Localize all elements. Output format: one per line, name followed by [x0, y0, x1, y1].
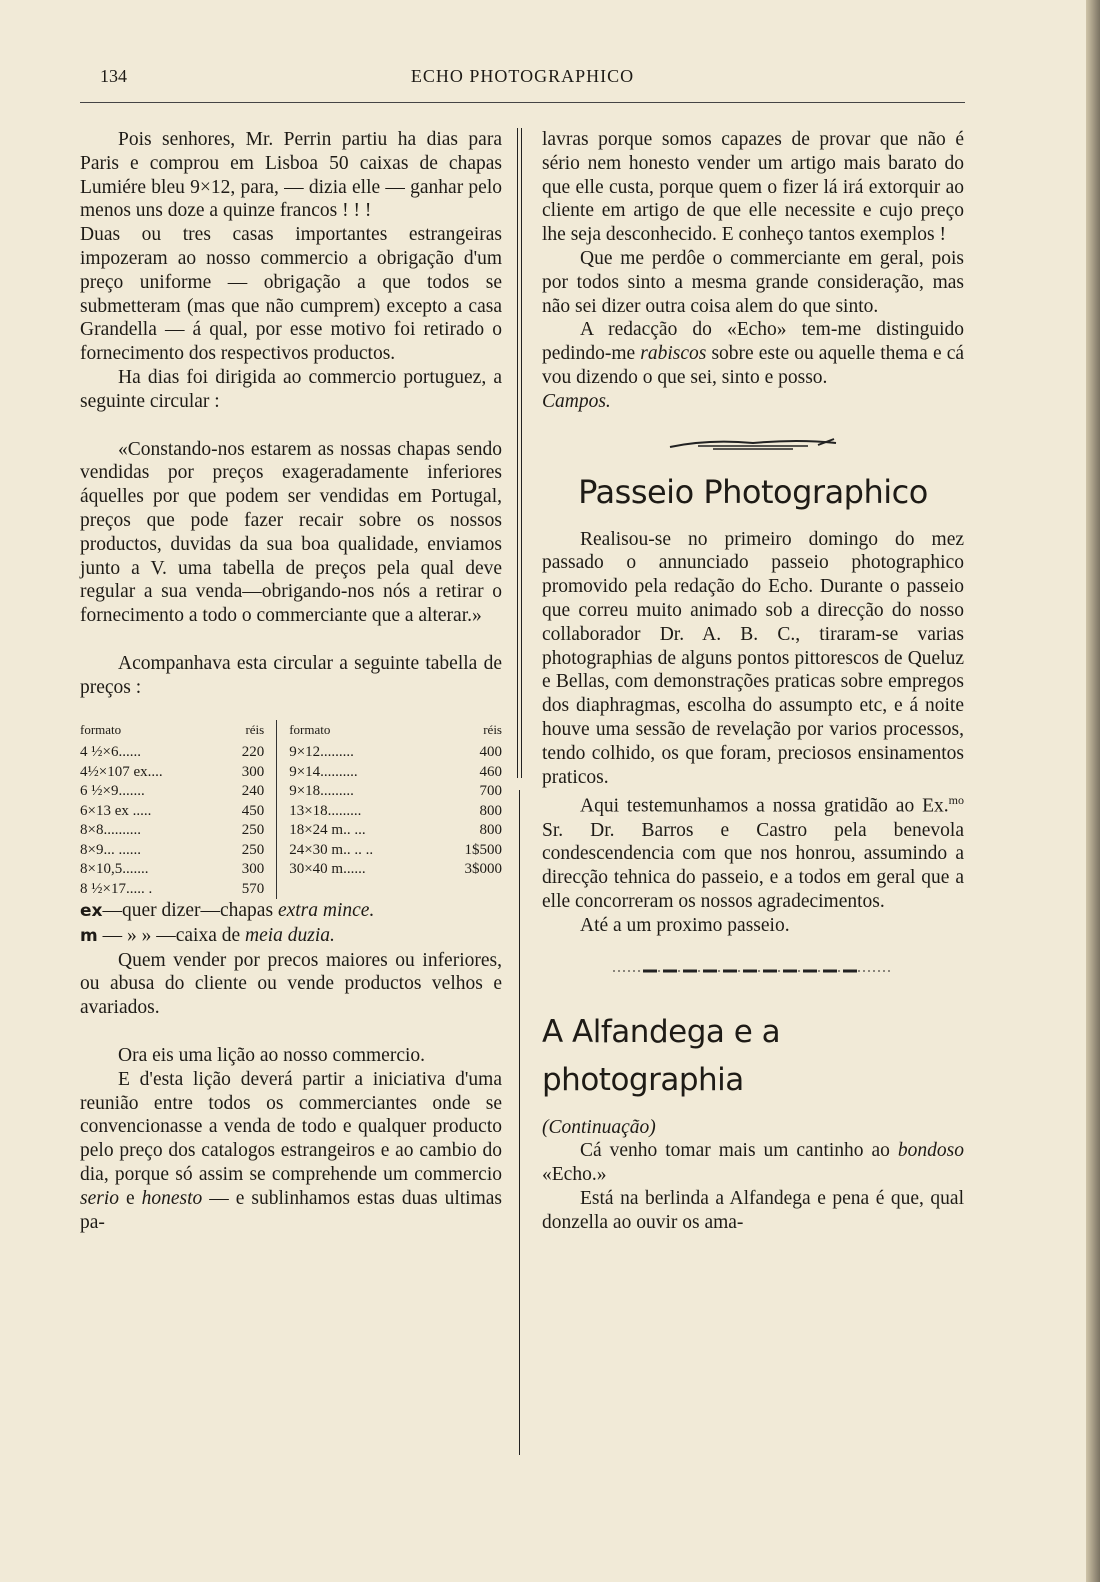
- table-row: [80, 763, 502, 783]
- page-number: 134: [100, 66, 127, 86]
- table-header-format: formato: [80, 721, 122, 737]
- table-cell: [436, 880, 502, 900]
- table-cell: 8×10,5.......: [80, 861, 149, 878]
- signature: Campos.: [542, 390, 611, 412]
- paragraph: [80, 1068, 502, 1235]
- paragraph: Quem vender por precos maiores ou inferiores, ou abusa do cliente ou vende productos velhos e avariados.: [80, 949, 502, 1019]
- table-cell: 800: [479, 822, 502, 839]
- header-rule: [80, 102, 965, 103]
- column-rule-upper: [517, 128, 518, 778]
- right-column: [542, 128, 964, 1235]
- subtitle-continuation: (Continuação): [542, 1116, 656, 1138]
- left-column: [80, 128, 502, 1234]
- table-row: [80, 743, 502, 763]
- superscript: mo: [948, 793, 964, 808]
- table-row: [80, 802, 502, 822]
- paragraph: Acompanhava esta circular a seguinte tabella de preços :: [80, 652, 502, 698]
- table-cell: 30×40 m......: [289, 861, 366, 878]
- paragraph: [542, 1139, 964, 1187]
- table-cell: 460: [479, 763, 502, 780]
- ornament-divider-icon: [542, 954, 964, 988]
- italic-run: serio: [80, 1187, 119, 1209]
- abbreviation-note-ex: [80, 899, 502, 924]
- table-row: [80, 880, 502, 900]
- table-header-reis: réis: [245, 721, 265, 737]
- section-heading-passeio: Passeio Photographico: [578, 472, 928, 511]
- table-row: [80, 782, 502, 802]
- table-cell: 9×12.........: [289, 744, 354, 761]
- paragraph: Ora eis uma lição ao nosso commercio.: [118, 1045, 426, 1067]
- paragraph: [542, 318, 964, 389]
- table-cell: 800: [479, 802, 502, 819]
- abbreviation-note-m: [80, 924, 502, 949]
- table-header-reis: réis: [483, 721, 502, 737]
- abbr-key: ex: [80, 901, 103, 922]
- italic-run: bondoso: [897, 1140, 964, 1162]
- text-run: — e sublinhamos estas duas ultimas pa-: [80, 1187, 502, 1233]
- abbr-text: —quer dizer—chapas: [102, 900, 278, 922]
- text-run: «Echo.»: [542, 1164, 607, 1186]
- table-cell: 18×24 m.. ...: [289, 822, 366, 839]
- table-header-format: formato: [289, 721, 331, 737]
- paragraph: Duas ou tres casas importantes estrangeiras impozeram ao nosso commercio a obrigação d'um preço uniforme — obrigação a que todos se submetteram (mas que não cumprem) excepto a casa Grandella — á qual, por esse motivo foi retirado o fornecimento dos respectivos productos.: [80, 224, 502, 365]
- table-cell: 220: [241, 744, 265, 761]
- section-heading-alfandega: A Alfandega e a photographia: [542, 1013, 781, 1098]
- abbr-italic: meia duzia.: [245, 924, 335, 946]
- table-cell: 9×18.........: [289, 783, 354, 800]
- table-cell: 3$000: [464, 861, 502, 878]
- table-cell: 300: [241, 861, 265, 878]
- paragraph: Está na berlinda a Alfandega e pena é que, qual donzella ao ouvir os ama-: [542, 1188, 964, 1233]
- paragraph: Que me perdôe o commerciante em geral, pois por todos sinto a mesma grande consideração, mas não sei dizer outra coisa alem do que sinto.: [542, 247, 964, 317]
- running-title: ECHO PHOTOGRAPHICO: [410, 66, 635, 86]
- table-cell: 8 ½×17..... .: [80, 880, 153, 897]
- page-header: [80, 66, 965, 92]
- table-cell: 13×18.........: [289, 802, 362, 819]
- abbr-italic: extra mince.: [277, 900, 375, 922]
- text-run: Cá venho tomar mais um cantinho ao: [580, 1140, 898, 1162]
- paragraph: Até a um proximo passeio.: [580, 914, 790, 936]
- text-run: e: [119, 1187, 142, 1209]
- table-cell: [289, 880, 436, 900]
- table-cell: 4 ½×6......: [80, 744, 141, 761]
- table-cell: 8×8..........: [80, 822, 141, 839]
- table-cell: 450: [241, 802, 265, 819]
- table-cell: 1$500: [464, 841, 502, 858]
- table-cell: 8×9... ......: [80, 841, 141, 858]
- table-row: [80, 841, 502, 861]
- text-run: sobre este ou aquelle thema e cá vou dizendo o que sei, sinto e posso.: [542, 343, 965, 388]
- table-cell: 700: [479, 783, 502, 800]
- table-cell: 4½×107 ex....: [80, 763, 163, 780]
- table-cell: 250: [241, 822, 265, 839]
- table-cell: 24×30 m.. .. ..: [289, 841, 374, 858]
- text-run: Aqui testemunhamos a nossa gratidão ao Ex.: [580, 795, 949, 817]
- paragraph: [542, 789, 964, 913]
- table-row: [80, 860, 502, 880]
- column-rule-lower: [519, 790, 520, 1455]
- circular-quote: «Constando-nos estarem as nossas chapas sendo vendidas por preços exageradamente inferiores áquelles por que podem ser vendidas em Portugal, preços que pode fazer recair sobre os nossos productos, duvidas da sua boa qualidade, enviamos junto a V. uma tabella de preços pela qual deve regular a sua venda—obrigando-nos nós a retirar o fornecimento a todo o commerciante que a alterar.»: [80, 438, 502, 627]
- paragraph: Realisou-se no primeiro domingo do mez passado o annunciado passeio photographico promovido pela redação do Echo. Durante o passeio que correu muito animado sob a direcção do nosso collaborador Dr. A. B. C., tiraram-se varias photographias de alguns pontos pittorescos de Queluz e Bellas, com demonstrações praticas sobre empregos dos diaphragmas, escolha do assumpto etc, e á noite houve uma sessão de revelação por varios processos, tendo colhido, os que foram, preciosos ensinamentos praticos.: [542, 528, 964, 788]
- page-edge: [1086, 0, 1100, 1582]
- text-run: E d'esta lição deverá partir a iniciativa d'uma reunião entre todos os commerciantes onde se convencionasse a venda de todo e qualquer producto pelo preço dos catalogos estrangeiros e ao cambio do dia, porque só assim se comprehende um commercio: [80, 1068, 502, 1185]
- table-cell: 250: [241, 841, 265, 858]
- table-cell: 6 ½×9.......: [80, 783, 145, 800]
- table-cell: 300: [241, 763, 265, 780]
- price-table: [80, 720, 502, 900]
- table-row: [80, 821, 502, 841]
- table-cell: 570: [241, 880, 265, 897]
- text-run: A redacção do «Echo» tem-me distinguido pedindo-me: [542, 319, 964, 365]
- column-rule-upper-double: [521, 128, 522, 778]
- paragraph: Ha dias foi dirigida ao commercio portuguez, a seguinte circular :: [80, 366, 502, 412]
- paragraph: Pois senhores, Mr. Perrin partiu ha dias para Paris e comprou em Lisboa 50 caixas de chapas Lumiére bleu 9×12, para, — dizia elle — ganhar pelo menos uns doze a quinze francos ! ! !: [80, 129, 502, 222]
- italic-run: honesto: [141, 1187, 203, 1209]
- abbr-text: — » » —caixa de: [97, 924, 246, 946]
- text-run: Sr. Dr. Barros e Castro pela benevola condescendencia com que nos honrou, assumindo a direcção tehnica do passeio, e a todos em geral que a elle concorreram os nossos agradecimentos.: [542, 819, 964, 913]
- table-cell: 6×13 ex .....: [80, 802, 152, 819]
- italic-run: rabiscos: [640, 343, 707, 365]
- table-cell: 9×14..........: [289, 763, 358, 780]
- paragraph: lavras porque somos capazes de provar que não é sério nem honesto vender um artigo mais barato do que elle custa, porque quem o fizer lá irá extorquir ao cliente em artigo de que elle necessite e cujo preço lhe seja desconhecido. E conheço tantos exemplos !: [542, 129, 964, 246]
- ornament-divider-icon: [542, 428, 964, 462]
- table-cell: 400: [479, 744, 502, 761]
- abbr-key: m: [80, 925, 98, 946]
- table-cell: 240: [241, 783, 265, 800]
